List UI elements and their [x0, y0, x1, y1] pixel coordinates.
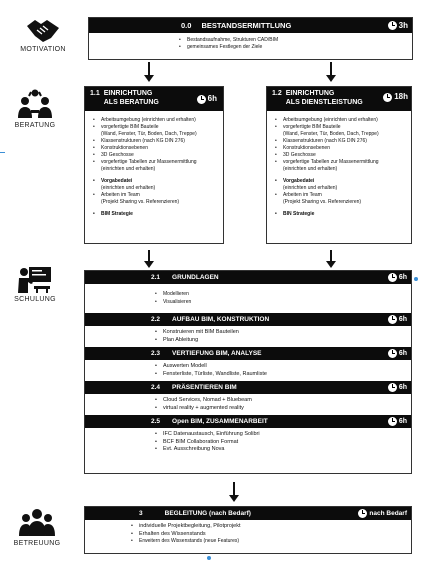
list-item: • Arbeitsumgebung (einrichten und erhalten) — [275, 117, 407, 124]
clock-icon — [388, 273, 397, 282]
section-header: 2.4 PRÄSENTIEREN BIM 6h — [85, 381, 411, 394]
list-item: • gemeinsames Festlegen der Ziele — [179, 44, 404, 51]
section-2-3 — [85, 347, 411, 381]
clock-icon — [197, 95, 206, 104]
list-item: (einrichten und erhalten) — [283, 166, 338, 172]
list-item: • individuelle Projektbegleitung, Pilotprojekt — [131, 523, 411, 531]
begleitung-list — [85, 520, 411, 549]
edge-marker — [0, 152, 5, 153]
list-item: • Evt. Ausschreibung Nova — [155, 446, 411, 454]
list-item: (einrichten und erhalten) — [101, 166, 156, 172]
list-item: • BCF BIM Collaboration Format — [155, 439, 411, 447]
clock-icon — [388, 383, 397, 392]
group-icon — [19, 508, 55, 538]
list-item: • vorgefertige Tabellen zur Massenermittlung — [275, 159, 407, 166]
list-item: (Projekt Sharing vs. Referenzieren) — [283, 199, 362, 205]
duration: 3h — [388, 18, 408, 33]
einrichtung-dienstleistung-list — [267, 111, 411, 218]
arrow-down-icon — [144, 62, 154, 82]
einrichtung-beratung-box — [84, 86, 224, 244]
arrow-down-icon — [229, 482, 239, 502]
clock-icon — [383, 93, 392, 102]
list-item: • Klassenstrukturen (nach KG DIN 276) — [93, 138, 219, 145]
section-list — [85, 394, 411, 415]
motivation-block — [8, 16, 78, 53]
duration: 6h — [388, 271, 407, 284]
list-item: • vorgefertige Tabellen zur Massenermittlung — [93, 159, 219, 166]
list-item: • Fensterliste, Türliste, Wandliste, Raumliste — [155, 371, 411, 379]
list-item: • vorgefertigte BIM Bauteile — [93, 124, 219, 131]
section-number: 1.1 — [90, 90, 100, 97]
duration: 6h — [197, 87, 217, 111]
clock-icon — [388, 417, 397, 426]
clock-icon — [388, 21, 397, 30]
clock-icon — [388, 315, 397, 324]
section-title: EINRICHTUNG ALS BERATUNG — [103, 90, 159, 106]
list-item: • Bestandsaufnahme, Strukturen CAD/BIM — [179, 37, 404, 44]
section-title: EINRICHTUNG ALS DIENSTLEISTUNG — [285, 90, 363, 106]
duration: 6h — [388, 347, 407, 360]
list-item: • Vorgabedatei — [93, 178, 219, 185]
arrow-down-icon — [326, 62, 336, 82]
arrow-down-icon — [326, 250, 336, 268]
list-item: (Wand, Fenster, Tür, Boden, Dach, Treppe) — [283, 131, 379, 137]
begleitung-header — [85, 507, 411, 520]
list-item: • Klassenstrukturen (nach KG DIN 276) — [275, 138, 407, 145]
list-item: • Erhalten des Wissenstands — [131, 531, 411, 539]
list-item: • Auswerten Modell — [155, 363, 411, 371]
bestandsermittlung-box — [88, 17, 413, 60]
arrow-down-icon — [144, 250, 154, 268]
duration: 6h — [388, 415, 407, 428]
list-item: • Plan Ableitung — [155, 337, 411, 345]
list-item: • Arbeiten im Team — [93, 192, 219, 199]
einrichtung-beratung-list — [85, 111, 223, 218]
edge-marker — [207, 556, 211, 560]
list-item: • Konstruieren mit BIM Bauteilen — [155, 329, 411, 337]
section-number: 1.2 — [272, 90, 282, 97]
list-item: • Konstruktionsebenen — [275, 145, 407, 152]
list-item: • 3D Geschosse — [275, 152, 407, 159]
list-item: (Wand, Fenster, Tür, Boden, Dach, Treppe) — [101, 131, 197, 137]
list-item: • 3D Geschosse — [93, 152, 219, 159]
section-2-4 — [85, 381, 411, 415]
list-item: • BIN Strategie — [275, 211, 407, 218]
consulting-icon — [17, 88, 53, 120]
section-list — [85, 428, 411, 457]
section-number: 3 — [139, 510, 143, 517]
section-header: 2.5 Open BIM, ZUSAMMENARBEIT 6h — [85, 415, 411, 428]
section-2-5 — [85, 415, 411, 457]
duration: nach Bedarf — [358, 507, 407, 520]
section-header: 2.3 VERTIEFUNG BIM, ANALYSE 6h — [85, 347, 411, 360]
bestandsermittlung-list — [89, 33, 412, 55]
schulung-box — [84, 270, 412, 474]
list-item: • IFC Datenaustausch, Einführung Solibri — [155, 431, 411, 439]
list-item: • Modellieren — [155, 291, 411, 299]
clock-icon — [388, 349, 397, 358]
list-item: (Projekt Sharing vs. Referenzieren) — [101, 199, 180, 205]
edge-marker — [414, 277, 418, 281]
section-title: BESTANDSERMITTLUNG — [201, 21, 292, 30]
section-2-2 — [85, 313, 411, 347]
section-header: 2.2 AUFBAU BIM, KONSTRUKTION 6h — [85, 313, 411, 326]
duration: 6h — [388, 381, 407, 394]
list-item: • Arbeitsumgebung (einrichten und erhalten) — [93, 117, 219, 124]
section-list — [85, 326, 411, 347]
begleitung-box — [84, 506, 412, 554]
teacher-icon — [17, 266, 53, 294]
section-2-1 — [85, 271, 411, 313]
bestandsermittlung-header — [89, 18, 412, 33]
einrichtung-dienstleistung-header — [267, 87, 411, 111]
list-item: • Erweitern des Wissenstands (neue Features) — [131, 538, 411, 546]
duration: 6h — [388, 313, 407, 326]
schulung-label: SCHULUNG — [14, 296, 56, 303]
section-list — [85, 284, 411, 313]
clock-icon — [358, 509, 367, 518]
duration: 18h — [383, 93, 408, 102]
list-item: • Arbeiten im Team — [275, 192, 407, 199]
list-item: • Cloud Services, Nomad + Bluebeam — [155, 397, 411, 405]
list-item: (einrichten und erhalten) — [101, 185, 156, 191]
einrichtung-beratung-header — [85, 87, 223, 111]
list-item: • BIM Strategie — [93, 211, 219, 218]
betreuung-label: BETREUUNG — [13, 540, 61, 547]
list-item: • vorgefertigte BIM Bauteile — [275, 124, 407, 131]
list-item: • Vorgabedatei — [275, 178, 407, 185]
einrichtung-dienstleistung-box — [266, 86, 412, 244]
schulung-block — [0, 266, 70, 303]
section-title: BEGLEITUNG (nach Bedarf) — [164, 510, 251, 517]
motivation-label: MOTIVATION — [20, 46, 66, 53]
handshake-icon — [25, 16, 61, 44]
section-number: 0.0 — [181, 21, 192, 30]
beratung-label: BERATUNG — [14, 122, 56, 129]
section-header: 2.1 GRUNDLAGEN 6h — [85, 271, 411, 284]
list-item: (einrichten und erhalten) — [283, 185, 338, 191]
betreuung-block — [2, 508, 72, 547]
list-item: • Konstruktionsebenen — [93, 145, 219, 152]
list-item: • virtual reality + augmented reality — [155, 405, 411, 413]
section-list — [85, 360, 411, 381]
list-item: • Visualisieren — [155, 299, 411, 307]
beratung-block — [0, 88, 70, 129]
